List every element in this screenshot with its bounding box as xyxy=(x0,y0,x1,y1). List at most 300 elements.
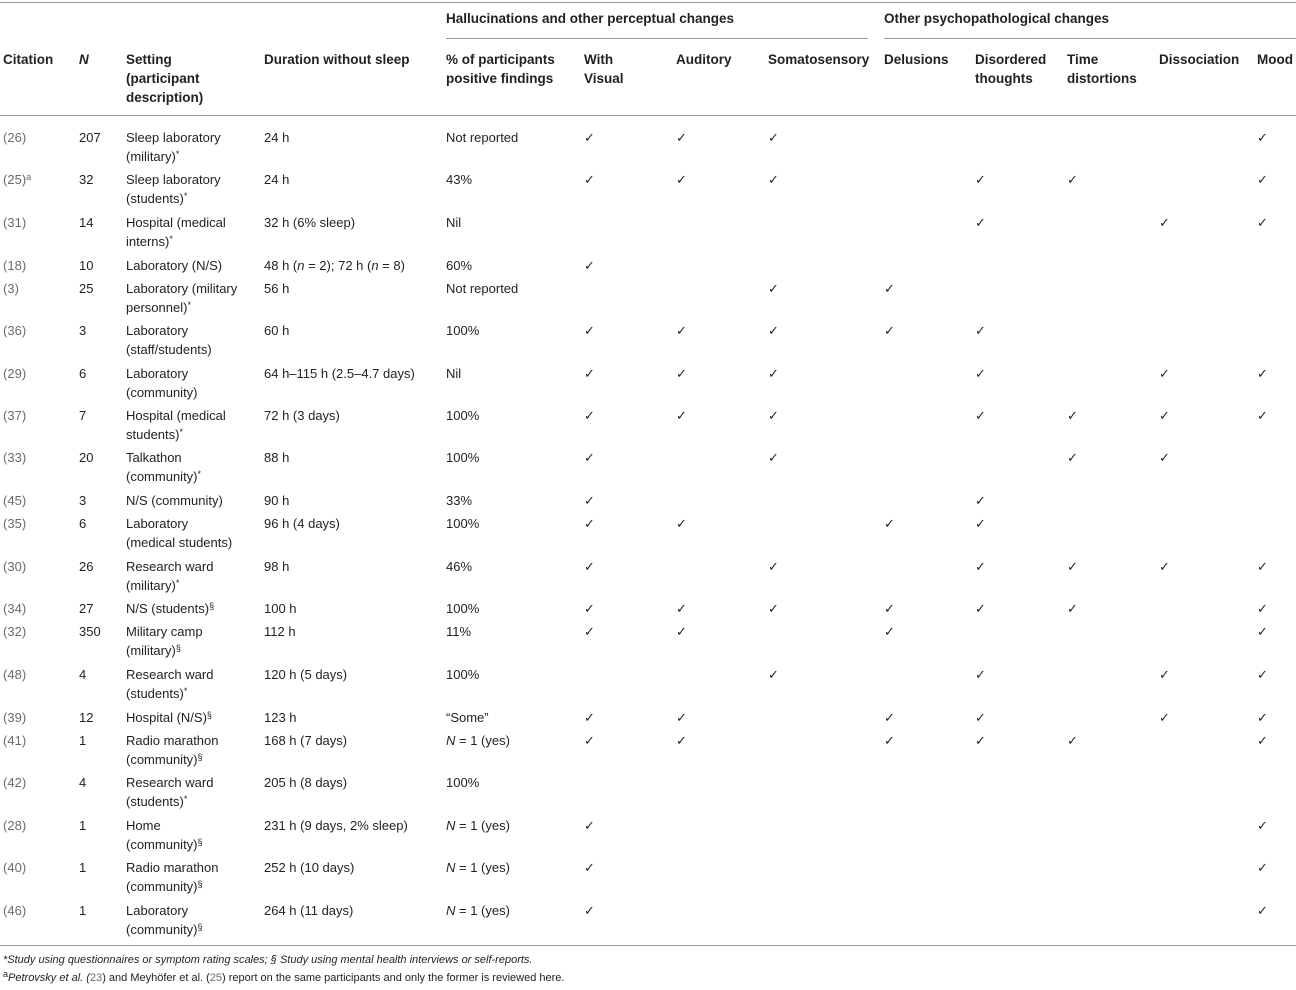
paren-close: ) xyxy=(21,130,27,145)
check-disordered-thoughts-icon: ✓ xyxy=(975,215,986,230)
citation-link[interactable]: 48 xyxy=(7,667,22,682)
setting-line-wrap xyxy=(126,773,213,792)
header-setting-line3: description) xyxy=(126,90,204,105)
cell-citation xyxy=(3,557,26,576)
citation-link[interactable]: 30 xyxy=(7,559,22,574)
check-auditory-icon: ✓ xyxy=(676,366,687,381)
setting-line-wrap xyxy=(126,232,226,251)
check-time-distortions-icon: ✓ xyxy=(1067,408,1078,423)
check-dissociation-icon: ✓ xyxy=(1159,215,1170,230)
check-visual-icon: ✓ xyxy=(584,323,595,338)
cell-duration: 123 h xyxy=(264,710,297,725)
cell-percent: 100% xyxy=(446,775,480,790)
setting-line: Hospital (medical xyxy=(126,408,226,423)
setting-line-wrap xyxy=(126,920,203,939)
citation-link[interactable]: 28 xyxy=(7,818,22,833)
cell-citation xyxy=(3,622,26,641)
paren-close: ) xyxy=(21,601,27,616)
cell-citation xyxy=(3,514,26,533)
setting-line: N/S (students) xyxy=(126,601,210,616)
setting-line-wrap xyxy=(126,684,213,703)
citation-link[interactable]: 45 xyxy=(7,493,22,508)
cell-citation xyxy=(3,665,26,684)
check-mood-icon: ✓ xyxy=(1257,172,1268,187)
header-auditory: Auditory xyxy=(676,52,732,67)
check-visual-icon: ✓ xyxy=(584,172,595,187)
check-mood-icon: ✓ xyxy=(1257,624,1268,639)
setting-line: (students) xyxy=(126,794,184,809)
cell-setting xyxy=(126,901,203,939)
setting-line: Research ward xyxy=(126,775,214,790)
paren-close: ) xyxy=(21,733,27,748)
setting-line-wrap xyxy=(126,298,237,317)
check-delusions-icon: ✓ xyxy=(884,516,895,531)
check-disordered-thoughts-icon: ✓ xyxy=(975,733,986,748)
cell-percent: 60% xyxy=(446,258,473,273)
cell-percent: N = 1 (yes) xyxy=(446,860,510,875)
setting-line-wrap xyxy=(126,279,237,298)
citation-link[interactable]: 3 xyxy=(7,281,15,296)
check-auditory-icon: ✓ xyxy=(676,624,687,639)
check-dissociation-icon: ✓ xyxy=(1159,366,1170,381)
footnote-text-c: ) report on the same participants and only the former is reviewed here. xyxy=(222,972,565,984)
cell-n: 26 xyxy=(79,559,94,574)
setting-mark: § xyxy=(209,601,215,611)
setting-line-wrap xyxy=(126,514,232,533)
setting-line-wrap xyxy=(126,147,221,166)
header-time-distortions xyxy=(1067,50,1137,88)
cell-duration: 120 h (5 days) xyxy=(264,667,348,682)
cell-n: 1 xyxy=(79,903,87,918)
setting-line: Talkathon xyxy=(126,450,182,465)
cell-duration: 48 h (n = 2); 72 h (n = 8) xyxy=(264,258,405,273)
paren-open: ( xyxy=(3,450,8,465)
check-delusions-icon: ✓ xyxy=(884,710,895,725)
check-delusions-icon: ✓ xyxy=(884,733,895,748)
header-n: N xyxy=(79,52,89,67)
citation-superscript: a xyxy=(26,172,32,182)
setting-mark: § xyxy=(197,837,203,847)
cell-n: 32 xyxy=(79,172,94,187)
check-somatosensory-icon: ✓ xyxy=(768,559,779,574)
footnote-ref-25[interactable]: 25 xyxy=(209,972,223,984)
cell-percent: 100% xyxy=(446,516,480,531)
cell-setting xyxy=(126,557,213,595)
check-visual-icon: ✓ xyxy=(584,366,595,381)
setting-line-wrap xyxy=(126,576,213,595)
check-time-distortions-icon: ✓ xyxy=(1067,450,1078,465)
cell-citation xyxy=(3,364,26,383)
cell-percent: 43% xyxy=(446,172,473,187)
header-citation: Citation xyxy=(3,52,54,67)
check-mood-icon: ✓ xyxy=(1257,733,1268,748)
header-time-line2: distortions xyxy=(1067,71,1137,86)
check-time-distortions-icon: ✓ xyxy=(1067,559,1078,574)
setting-line: (staff/students) xyxy=(126,342,212,357)
group-hallucinations-title: Hallucinations and other perceptual changes xyxy=(446,11,735,26)
paren-open: ( xyxy=(3,281,8,296)
check-auditory-icon: ✓ xyxy=(676,172,687,187)
cell-setting xyxy=(126,665,213,703)
setting-line-wrap xyxy=(126,321,212,340)
cell-duration: 60 h xyxy=(264,323,290,338)
cell-setting xyxy=(126,448,201,486)
setting-line: Laboratory xyxy=(126,323,189,338)
setting-line: Radio marathon xyxy=(126,733,219,748)
setting-line-wrap xyxy=(126,622,203,641)
cell-percent: 100% xyxy=(446,450,480,465)
check-dissociation-icon: ✓ xyxy=(1159,667,1170,682)
cell-n: 25 xyxy=(79,281,94,296)
citation-link[interactable]: 25 xyxy=(7,172,22,187)
paren-open: ( xyxy=(3,818,8,833)
setting-line: Sleep laboratory xyxy=(126,172,221,187)
setting-line-wrap xyxy=(126,340,212,359)
footnote-sup-a: a xyxy=(3,969,9,979)
paren-open: ( xyxy=(3,559,8,574)
setting-line: Hospital (N/S) xyxy=(126,710,207,725)
setting-line-wrap xyxy=(126,533,232,552)
setting-mark: * xyxy=(183,686,188,696)
setting-mark: § xyxy=(197,922,203,932)
cell-duration: 96 h (4 days) xyxy=(264,516,340,531)
check-mood-icon: ✓ xyxy=(1257,710,1268,725)
table-top-rule xyxy=(0,2,1296,3)
check-mood-icon: ✓ xyxy=(1257,366,1268,381)
check-visual-icon: ✓ xyxy=(584,493,595,508)
cell-setting xyxy=(126,321,212,359)
group-hallucinations-rule xyxy=(446,38,868,39)
cell-n: 12 xyxy=(79,710,94,725)
check-visual-icon: ✓ xyxy=(584,624,595,639)
setting-line: Laboratory (N/S) xyxy=(126,258,223,273)
setting-mark: * xyxy=(169,234,173,244)
setting-line-wrap xyxy=(126,406,226,425)
setting-line-wrap xyxy=(126,128,221,147)
check-mood-icon: ✓ xyxy=(1257,215,1268,230)
cell-duration: 100 h xyxy=(264,601,297,616)
citation-link[interactable]: 32 xyxy=(7,624,22,639)
cell-duration: 56 h xyxy=(264,281,290,296)
citation-link[interactable]: 34 xyxy=(7,601,22,616)
setting-line: N/S (community) xyxy=(126,493,223,508)
citation-link[interactable]: 37 xyxy=(7,408,22,423)
citation-link[interactable]: 40 xyxy=(7,860,22,875)
setting-line-wrap xyxy=(126,901,203,920)
paren-close: ) xyxy=(21,366,27,381)
header-duration: Duration without sleep xyxy=(264,52,410,67)
check-disordered-thoughts-icon: ✓ xyxy=(975,710,986,725)
setting-line-wrap xyxy=(126,491,223,510)
setting-line-wrap xyxy=(126,816,203,835)
group-psycho-title: Other psychopathological changes xyxy=(884,11,1110,26)
cell-duration: 24 h xyxy=(264,130,290,145)
footnote-ref-23[interactable]: 23 xyxy=(89,972,103,984)
paren-close: ) xyxy=(21,818,27,833)
cell-percent: N = 1 (yes) xyxy=(446,818,510,833)
cell-percent: 100% xyxy=(446,408,480,423)
setting-line-wrap xyxy=(126,641,203,660)
setting-mark: § xyxy=(197,879,203,889)
header-visual xyxy=(584,50,624,88)
paren-close: ) xyxy=(14,281,19,296)
paren-open: ( xyxy=(3,258,8,273)
check-mood-icon: ✓ xyxy=(1257,860,1268,875)
cell-setting xyxy=(126,599,214,618)
cell-percent: 100% xyxy=(446,601,480,616)
check-visual-icon: ✓ xyxy=(584,450,595,465)
paren-close: ) xyxy=(21,408,27,423)
check-dissociation-icon: ✓ xyxy=(1159,559,1170,574)
paren-open: ( xyxy=(3,775,8,790)
check-disordered-thoughts-icon: ✓ xyxy=(975,516,986,531)
header-visual-line1: With xyxy=(584,52,614,67)
footnote-text-b: ) and Meyhöfer et al. ( xyxy=(102,972,210,984)
cell-duration: 32 h (6% sleep) xyxy=(264,215,356,230)
setting-line-wrap xyxy=(126,364,198,383)
check-dissociation-icon: ✓ xyxy=(1159,408,1170,423)
footnote-shared-participants xyxy=(3,969,565,984)
paren-open: ( xyxy=(3,624,8,639)
citation-link[interactable]: 41 xyxy=(7,733,22,748)
cell-setting xyxy=(126,170,221,208)
setting-line-wrap xyxy=(126,877,219,896)
setting-line-wrap xyxy=(126,383,198,402)
setting-line: Laboratory xyxy=(126,366,189,381)
setting-line-wrap xyxy=(126,256,222,275)
header-percent-line2: positive findings xyxy=(446,71,554,86)
cell-citation xyxy=(3,708,26,727)
cell-setting xyxy=(126,858,219,896)
header-mood: Mood xyxy=(1257,52,1293,67)
cell-setting xyxy=(126,256,222,275)
setting-line: Research ward xyxy=(126,559,214,574)
paren-close: ) xyxy=(21,624,27,639)
setting-line: Hospital (medical xyxy=(126,215,226,230)
paren-close: ) xyxy=(21,559,27,574)
check-disordered-thoughts-icon: ✓ xyxy=(975,667,986,682)
setting-line-wrap xyxy=(126,792,213,811)
check-disordered-thoughts-icon: ✓ xyxy=(975,323,986,338)
check-auditory-icon: ✓ xyxy=(676,710,687,725)
paren-open: ( xyxy=(3,172,8,187)
paren-open: ( xyxy=(3,733,8,748)
cell-setting xyxy=(126,816,203,854)
check-auditory-icon: ✓ xyxy=(676,601,687,616)
paren-open: ( xyxy=(3,667,8,682)
footnote-text-a: Petrovsky et al. ( xyxy=(8,972,90,984)
check-somatosensory-icon: ✓ xyxy=(768,366,779,381)
cell-duration: 64 h–115 h (2.5–4.7 days) xyxy=(264,366,415,381)
setting-line-wrap xyxy=(126,665,213,684)
paren-open: ( xyxy=(3,323,8,338)
setting-line-wrap xyxy=(126,448,201,467)
check-visual-icon: ✓ xyxy=(584,733,595,748)
cell-setting xyxy=(126,406,226,444)
citation-link[interactable]: 33 xyxy=(7,450,22,465)
cell-n: 7 xyxy=(79,408,87,423)
citation-link[interactable]: 36 xyxy=(7,323,22,338)
check-somatosensory-icon: ✓ xyxy=(768,601,779,616)
check-disordered-thoughts-icon: ✓ xyxy=(975,366,986,381)
cell-n: 1 xyxy=(79,860,87,875)
citation-link[interactable]: 26 xyxy=(7,130,22,145)
paren-close: ) xyxy=(21,172,27,187)
check-visual-icon: ✓ xyxy=(584,559,595,574)
paren-close: ) xyxy=(21,516,27,531)
footnote-methods: *Study using questionnaires or symptom rating scales; § Study using mental health interviews or self-reports. xyxy=(3,954,533,966)
paren-close: ) xyxy=(21,860,27,875)
check-disordered-thoughts-icon: ✓ xyxy=(975,559,986,574)
paren-open: ( xyxy=(3,516,8,531)
setting-line-wrap xyxy=(126,708,212,727)
cell-n: 350 xyxy=(79,624,101,639)
group-psycho-rule xyxy=(884,38,1296,39)
cell-duration: 24 h xyxy=(264,172,290,187)
table-bottom-rule xyxy=(0,945,1296,946)
paren-close: ) xyxy=(21,667,27,682)
citation-link[interactable]: 46 xyxy=(7,903,22,918)
cell-n: 4 xyxy=(79,775,87,790)
cell-citation xyxy=(3,491,26,510)
header-time-line1: Time xyxy=(1067,52,1099,67)
check-somatosensory-icon: ✓ xyxy=(768,130,779,145)
setting-line: Radio marathon xyxy=(126,860,219,875)
cell-percent: Nil xyxy=(446,366,462,381)
setting-line: (community) xyxy=(126,837,198,852)
paren-open: ( xyxy=(3,710,8,725)
cell-setting xyxy=(126,213,226,251)
cell-citation xyxy=(3,858,26,877)
paren-open: ( xyxy=(3,130,8,145)
cell-percent: 11% xyxy=(446,624,472,639)
setting-line: Home xyxy=(126,818,161,833)
check-visual-icon: ✓ xyxy=(584,860,595,875)
setting-mark: * xyxy=(179,427,183,437)
paren-close: ) xyxy=(21,258,27,273)
cell-setting xyxy=(126,773,213,811)
setting-line-wrap xyxy=(126,557,213,576)
check-somatosensory-icon: ✓ xyxy=(768,450,779,465)
cell-setting xyxy=(126,128,221,166)
cell-duration: 88 h xyxy=(264,450,290,465)
setting-mark: * xyxy=(183,794,188,804)
cell-percent: 100% xyxy=(446,323,480,338)
paren-open: ( xyxy=(3,215,8,230)
paren-close: ) xyxy=(21,903,27,918)
paren-open: ( xyxy=(3,903,8,918)
cell-duration: 252 h (10 days) xyxy=(264,860,355,875)
cell-duration: 168 h (7 days) xyxy=(264,733,348,748)
cell-percent: Not reported xyxy=(446,281,519,296)
cell-citation xyxy=(3,599,26,618)
check-mood-icon: ✓ xyxy=(1257,130,1268,145)
setting-line: (community) xyxy=(126,922,198,937)
setting-line: Laboratory xyxy=(126,516,189,531)
citation-link[interactable]: 18 xyxy=(7,258,22,273)
citation-link[interactable]: 42 xyxy=(7,775,22,790)
check-somatosensory-icon: ✓ xyxy=(768,667,779,682)
header-percent-line1: % of participants xyxy=(446,52,555,67)
cell-citation xyxy=(3,213,26,232)
check-auditory-icon: ✓ xyxy=(676,516,687,531)
setting-line: (military) xyxy=(126,643,176,658)
header-percent xyxy=(446,50,555,88)
cell-percent: Nil xyxy=(446,215,462,230)
setting-mark: * xyxy=(175,578,180,588)
cell-setting xyxy=(126,622,203,660)
cell-percent: Not reported xyxy=(446,130,519,145)
check-mood-icon: ✓ xyxy=(1257,667,1268,682)
paren-open: ( xyxy=(3,366,8,381)
citation-link[interactable]: 39 xyxy=(7,710,22,725)
header-setting xyxy=(126,50,203,107)
setting-line-wrap xyxy=(126,189,221,208)
check-visual-icon: ✓ xyxy=(584,710,595,725)
cell-n: 6 xyxy=(79,366,87,381)
cell-percent: 100% xyxy=(446,667,480,682)
paren-close: ) xyxy=(21,493,27,508)
paren-close: ) xyxy=(21,450,27,465)
paren-close: ) xyxy=(21,710,27,725)
paren-close: ) xyxy=(21,323,27,338)
cell-setting xyxy=(126,708,212,727)
setting-mark: * xyxy=(183,191,188,201)
paren-close: ) xyxy=(21,775,27,790)
check-mood-icon: ✓ xyxy=(1257,408,1268,423)
cell-n: 14 xyxy=(79,215,94,230)
cell-n: 4 xyxy=(79,667,87,682)
cell-citation xyxy=(3,321,26,340)
check-mood-icon: ✓ xyxy=(1257,559,1268,574)
check-disordered-thoughts-icon: ✓ xyxy=(975,172,986,187)
cell-setting xyxy=(126,279,237,317)
cell-citation xyxy=(3,731,26,750)
table-header-rule xyxy=(0,115,1296,116)
check-dissociation-icon: ✓ xyxy=(1159,710,1170,725)
cell-citation xyxy=(3,406,26,425)
setting-line: (military) xyxy=(126,578,176,593)
check-auditory-icon: ✓ xyxy=(676,323,687,338)
check-disordered-thoughts-icon: ✓ xyxy=(975,493,986,508)
cell-citation xyxy=(3,816,26,835)
setting-mark: § xyxy=(206,710,212,720)
check-visual-icon: ✓ xyxy=(584,516,595,531)
citation-link[interactable]: 31 xyxy=(7,215,22,230)
header-disordered-line1: Disordered xyxy=(975,52,1047,67)
setting-line: (community) xyxy=(126,385,198,400)
paren-open: ( xyxy=(3,408,8,423)
check-delusions-icon: ✓ xyxy=(884,624,895,639)
citation-link[interactable]: 35 xyxy=(7,516,22,531)
cell-citation xyxy=(3,773,26,792)
cell-n: 1 xyxy=(79,733,87,748)
setting-line: Research ward xyxy=(126,667,214,682)
check-time-distortions-icon: ✓ xyxy=(1067,733,1078,748)
check-somatosensory-icon: ✓ xyxy=(768,172,779,187)
cell-citation xyxy=(3,901,26,920)
setting-line-wrap xyxy=(126,835,203,854)
setting-line: Laboratory (military xyxy=(126,281,238,296)
setting-line: (community) xyxy=(126,752,198,767)
cell-duration: 98 h xyxy=(264,559,290,574)
cell-percent: 33% xyxy=(446,493,473,508)
cell-n: 207 xyxy=(79,130,101,145)
cell-n: 27 xyxy=(79,601,94,616)
check-disordered-thoughts-icon: ✓ xyxy=(975,408,986,423)
setting-line-wrap xyxy=(126,170,221,189)
citation-link[interactable]: 29 xyxy=(7,366,22,381)
